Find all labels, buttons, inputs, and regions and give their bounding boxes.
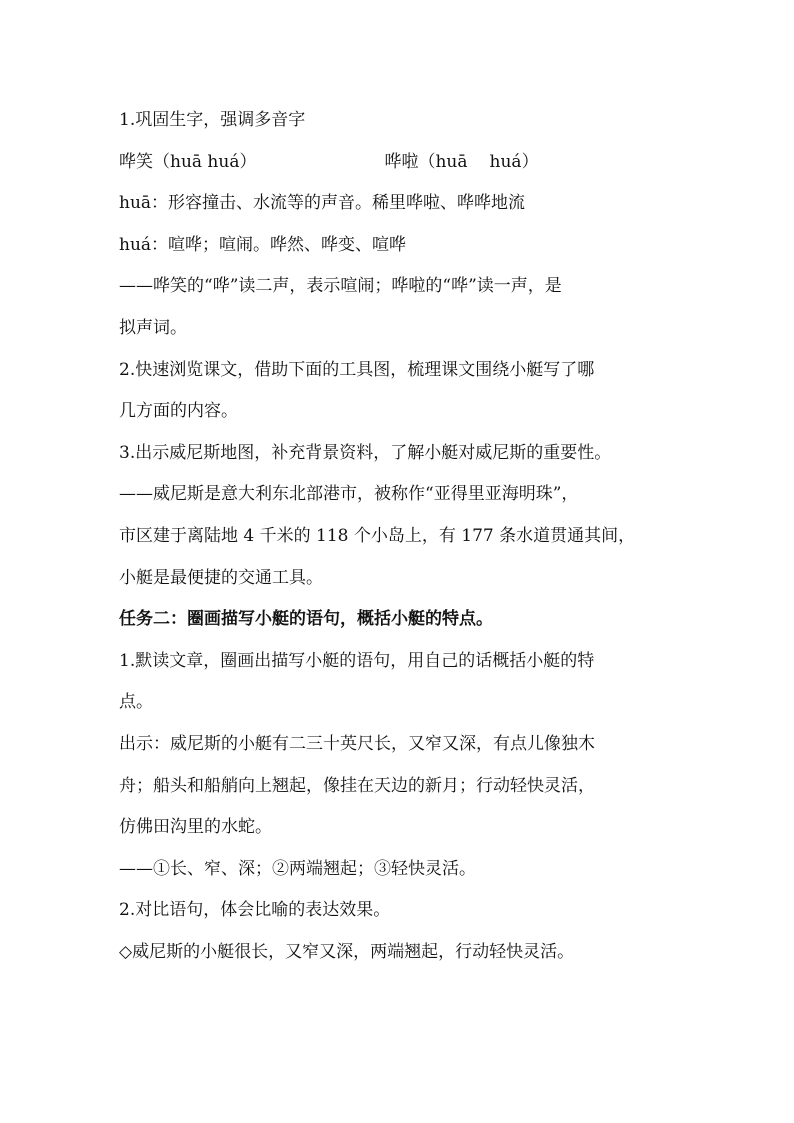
polyphonic-word-right [384,142,538,184]
polyphonic-word-left: 哗笑（huā huá） [119,151,257,172]
background-line-1: ——威尼斯是意大利东北部港市，被称作“亚得里亚海明珠”， [119,484,579,505]
polyphonic-pair-line [119,142,679,184]
explanation-line-2: 拟声词。 [119,317,187,338]
task-two-step-1-line-1: 1.默读文章，圈画出描写小艇的语句，用自己的话概括小艇的特 [119,650,595,671]
paragraph-2-line-1: 2.快速浏览课文，借助下面的工具图，梳理课文围绕小艇写了哪 [119,359,595,380]
task-two-step-2: 2.对比语句，体会比喻的表达效果。 [119,900,391,921]
definition-hua1: huā：形容撞击、水流等的声音。稀里哗啦、哗哗地流 [119,193,526,214]
task-two-heading: 任务二：圈画描写小艇的语句，概括小艇的特点。 [119,609,493,630]
quote-line-1: 出示：威尼斯的小艇有二三十英尺长，又窄又深，有点儿像独木 [119,733,595,754]
background-line-3: 小艇是最便捷的交通工具。 [119,567,323,588]
paragraph-1-heading: 1.巩固生字，强调多音字 [119,110,306,130]
quote-line-2: 舟；船头和船艄向上翘起，像挂在天边的新月；行动轻快灵活， [119,775,595,796]
paragraph-3-line: 3.出示威尼斯地图，补充背景资料，了解小艇对威尼斯的重要性。 [119,442,612,463]
document-body [119,100,679,973]
definition-hua2: huá：喧哗；喧闹。哗然、哗变、喧哗 [119,234,407,255]
polyphonic-right-part-a: 哗啦（huā [384,151,468,172]
polyphonic-right-part-b: huá） [489,151,539,172]
quote-line-3: 仿佛田沟里的水蛇。 [119,817,272,838]
paragraph-2-line-2: 几方面的内容。 [119,401,238,422]
background-line-2: 市区建于离陆地 4 千米的 118 个小岛上，有 177 条水道贯通其间， [119,525,636,546]
explanation-line-1: ——哗笑的“哗”读二声，表示喧闹；哗啦的“哗”读一声，是 [119,276,562,297]
summary-line: ——①长、窄、深；②两端翘起；③轻快灵活。 [119,858,476,879]
comparison-sentence: ◇威尼斯的小艇很长，又窄又深，两端翘起，行动轻快灵活。 [119,941,575,962]
task-two-step-1-line-2: 点。 [119,692,153,713]
